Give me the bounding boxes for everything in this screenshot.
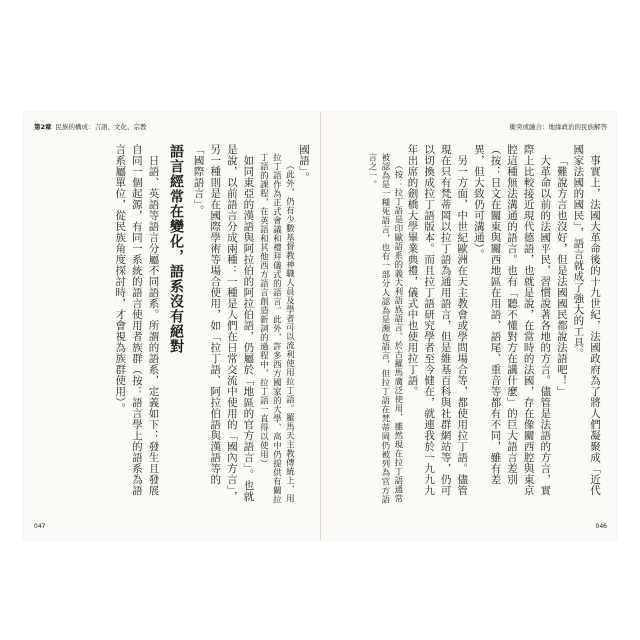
section-heading: 語言經常在變化，語系沒有絕對 <box>168 144 185 354</box>
chapter-header <box>34 122 147 131</box>
paragraph: 日語、英語等語言分屬不同語系。所謂的語系，定義如下：發生且發展自同一個起源，有同一系統的語言使用者族群（按：語言學上的語系為語言系屬單位，從民族角度探討時，才會視為族群使用）。 <box>114 144 160 496</box>
page-number: 046 <box>595 523 607 530</box>
paragraph: 事實上，法國大革命後的十九世紀，法國政府為了將人們凝聚成「近代國家法國的國民」，語言就成了強大的工具。 <box>572 144 601 496</box>
running-head: 衝突或融合：地緣政治的民族解答 <box>509 123 607 131</box>
translator-note: （按：拉丁語是印歐語系的義大利語族語言。於古羅馬廣泛使用，雖然現在拉丁語通常被認為是一種死語言，也有一部分人認為是瀕危語言，但拉丁語在梵蒂岡仍被列為官方語言之一。 <box>366 152 403 504</box>
paragraph: 如同東亞的漢語與阿拉伯的阿拉伯語，仍屬於「地區的官方語言」。也就是說，以前語言分成兩種：一種是人們在日常交流中使用的「國內方言」，另一種則是在國際學術等場合使用，如「拉丁語、阿拉伯語與漢語等的「國際語言」。 <box>192 144 255 502</box>
paragraph: 大革命以前的法國平民，習慣說著各地的方言。儘管是法語的方言，實際上比較接近現代德語，也就是說，在當時的法國，存在像關西腔與東京腔這種無法溝通的語言。也有「聽不懂對方在講什麼」的巨大語言差別（按：日文在關東與關西地區在用語、語尾、重音等都有不同，雖有差異，但大致仍可溝通）。 <box>472 144 552 496</box>
translator-note: （此外，仍有少數基督教神職人員及學者可以流利使用拉丁語。羅馬天主教傳統上，用拉丁語作為正式會議和禮拜儀式的語言。此外，許多西方國家的大學、高中仍提供有關拉丁語的課程，在英語和其他西方語言創造新詞的過程中，拉丁語一直得以使用） <box>258 152 295 504</box>
right-page <box>321 112 617 540</box>
chapter-label: 第2章 <box>34 123 52 131</box>
paragraph: 國語」。 <box>298 144 310 183</box>
left-page-body <box>60 144 312 504</box>
paragraph: 另一方面，中世紀歐洲在天主教會或學問場合等，都使用拉丁語。儘管現在只有梵蒂岡以拉丁語為通用語言，但是維基百科與社群網站等，仍可以切換成拉丁語版本。而且拉丁語研究學者至今健在，就連我於一九九九年出席的劍橋大學畢業典禮，儀式中也使用拉丁語。 <box>406 144 469 496</box>
page-number: 047 <box>34 523 46 530</box>
book-spread <box>24 112 616 540</box>
chapter-title: 民族的構成：言語、文化、宗教 <box>55 123 147 131</box>
right-page-body <box>333 144 603 504</box>
left-page <box>24 112 320 540</box>
paragraph: 「難說方言也沒好，但是法國國民都說法語吧！」 <box>555 154 568 397</box>
